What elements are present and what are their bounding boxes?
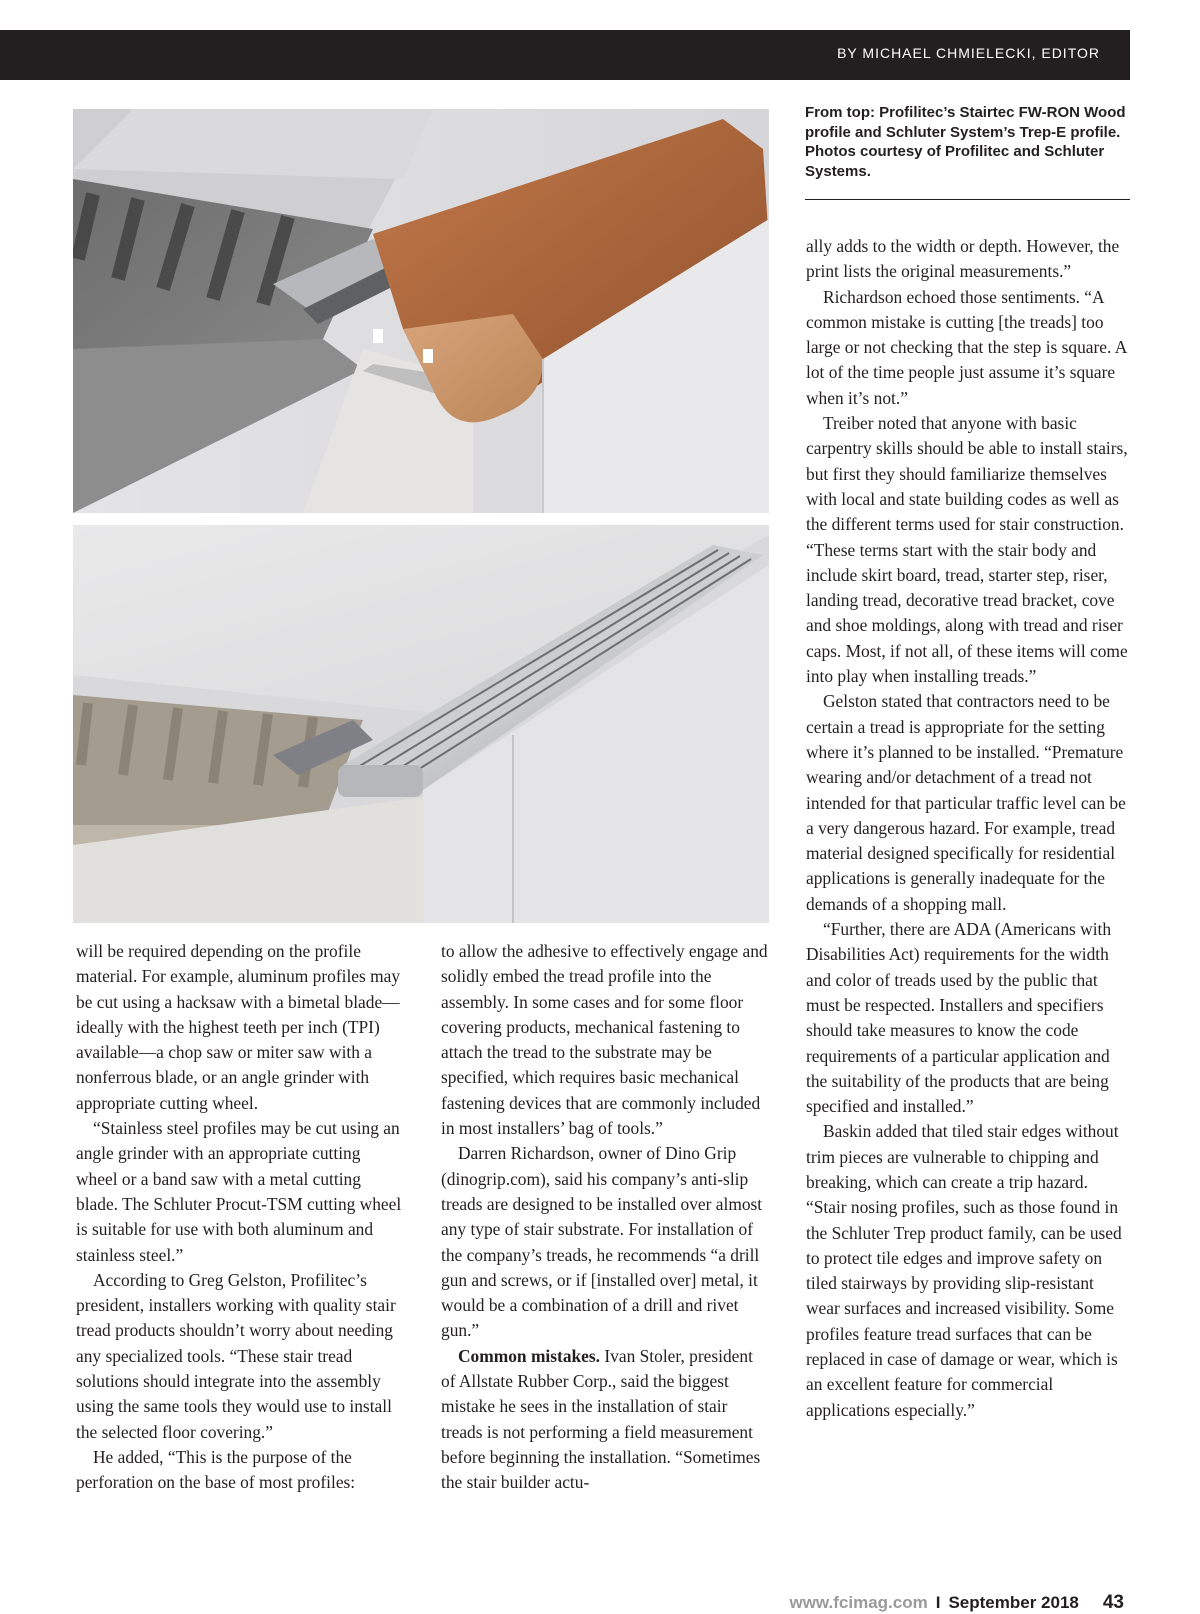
- page-footer: [789, 1592, 1124, 1614]
- paragraph: to allow the adhesive to effectively engage and solidly embed the tread profile into the assembly. In some cases and for some floor covering products, mechanical fastening to attach the tread to the substrate may be specified, which requires basic mechanical fastening devices that are commonly included in most installers’ bag of tools.”: [441, 941, 768, 1139]
- paragraph: “Stainless steel profiles may be cut using an angle grinder with an appropriate cutting wheel or a band saw with a metal cutting blade. The Schluter Procut-TSM cutting wheel is suitable for use with both aluminum and stainless steel.”: [76, 1118, 402, 1265]
- paragraph: Baskin added that tiled stair edges without trim pieces are vulnerable to chipping and breaking, which can create a trip hazard. “Stair nosing profiles, such as those found in the Schluter Trep product family, can be used to protect tile edges and improve safety on tiled stairways by providing slip-resistant wear surfaces and increased visibility. Some profiles feature tread surfaces that can be replaced in case of damage or wear, which is an excellent feature for commercial applications especially.”: [806, 1121, 1122, 1420]
- paragraph: will be required depending on the profile material. For example, aluminum profiles may be cut using a hacksaw with a bimetal blade—ideally with the highest teeth per inch (TPI) available—a chop saw or miter saw with a nonferrous blade, or an angle grinder with appropriate cutting wheel.: [76, 941, 401, 1113]
- photo-caption: From top: Profilitec’s Stairtec FW-RON Wood profile and Schluter System’s Trep-E profile. Photos courtesy of Profilitec and Schluter Systems.: [805, 103, 1130, 200]
- article-column-2: [441, 939, 771, 1496]
- byline: BY MICHAEL CHMIELECKI, EDITOR: [837, 45, 1100, 61]
- paragraph: Richardson echoed those sentiments. “A common mistake is cutting [the treads] too large or not checking that the step is square. A lot of the time people just assume it’s square when it’s not.”: [806, 286, 1127, 408]
- header-bar: [0, 30, 1130, 80]
- paragraph-text: Ivan Stoler, president of Allstate Rubber Corp., said the biggest mistake he sees in the installation of stair treads is not performing a field measurement before beginning the installation. “Sometimes the stair builder actu-: [441, 1345, 761, 1493]
- paragraph: He added, “This is the purpose of the perforation on the base of most profiles:: [76, 1446, 356, 1493]
- paragraph: Gelston stated that contractors need to be certain a tread is appropriate for the setting where it’s planned to be installed. “Premature wearing and/or detachment of a tread not intended for that particular traffic level can be a very dangerous hazard. For example, tread material designed specifically for residential applications is generally inadequate for the demands of a shopping mall.: [806, 691, 1126, 914]
- photo-wood-stair-profile: [73, 109, 769, 513]
- photo-stainless-stair-profile: [73, 525, 769, 923]
- paragraph: Darren Richardson, owner of Dino Grip (dinogrip.com), said his company’s anti-slip treads are designed to be installed over almost any type of stair substrate. For installation of the company’s treads, he recommends “a drill gun and screws, or if [installed over] metal, it would be a combination of a drill and rivet gun.”: [441, 1143, 763, 1341]
- paragraph: According to Greg Gelston, Profilitec’s president, installers working with quality stair tread products shouldn’t worry about needing any specialized tools. “These stair tread solutions should integrate into the assembly using the same tools they would use to install the selected floor covering.”: [76, 1269, 396, 1442]
- subhead-common-mistakes: Common mistakes.: [458, 1345, 601, 1366]
- footer-separator: I: [935, 1593, 941, 1612]
- footer-date: September 2018: [948, 1593, 1079, 1612]
- article-column-3: [806, 234, 1131, 1423]
- paragraph: Treiber noted that anyone with basic carpentry skills should be able to install stairs, but first they should familiarize themselves with local and state building codes as well as the different terms used for stair construction. “These terms start with the stair body and include skirt board, tread, starter step, riser, landing tread, decorative tread bracket, cove and shoe moldings, along with tread and riser caps. Most, if not all, of these items will come into play when installing treads.”: [806, 413, 1128, 687]
- footer-url[interactable]: www.fcimag.com: [789, 1593, 928, 1612]
- paragraph-common-mistakes: [441, 1344, 771, 1496]
- article-column-1: [76, 939, 406, 1496]
- page-number: 43: [1102, 1592, 1124, 1613]
- paragraph: ally adds to the width or depth. However, the print lists the original measurements.”: [806, 236, 1120, 282]
- paragraph: “Further, there are ADA (Americans with Disabilities Act) requirements for the width and color of treads used by the public that must be respected. Installers and specifiers should take measures to know the code requirements of a particular application and the suitability of the products that are being specified and installed.”: [806, 919, 1112, 1117]
